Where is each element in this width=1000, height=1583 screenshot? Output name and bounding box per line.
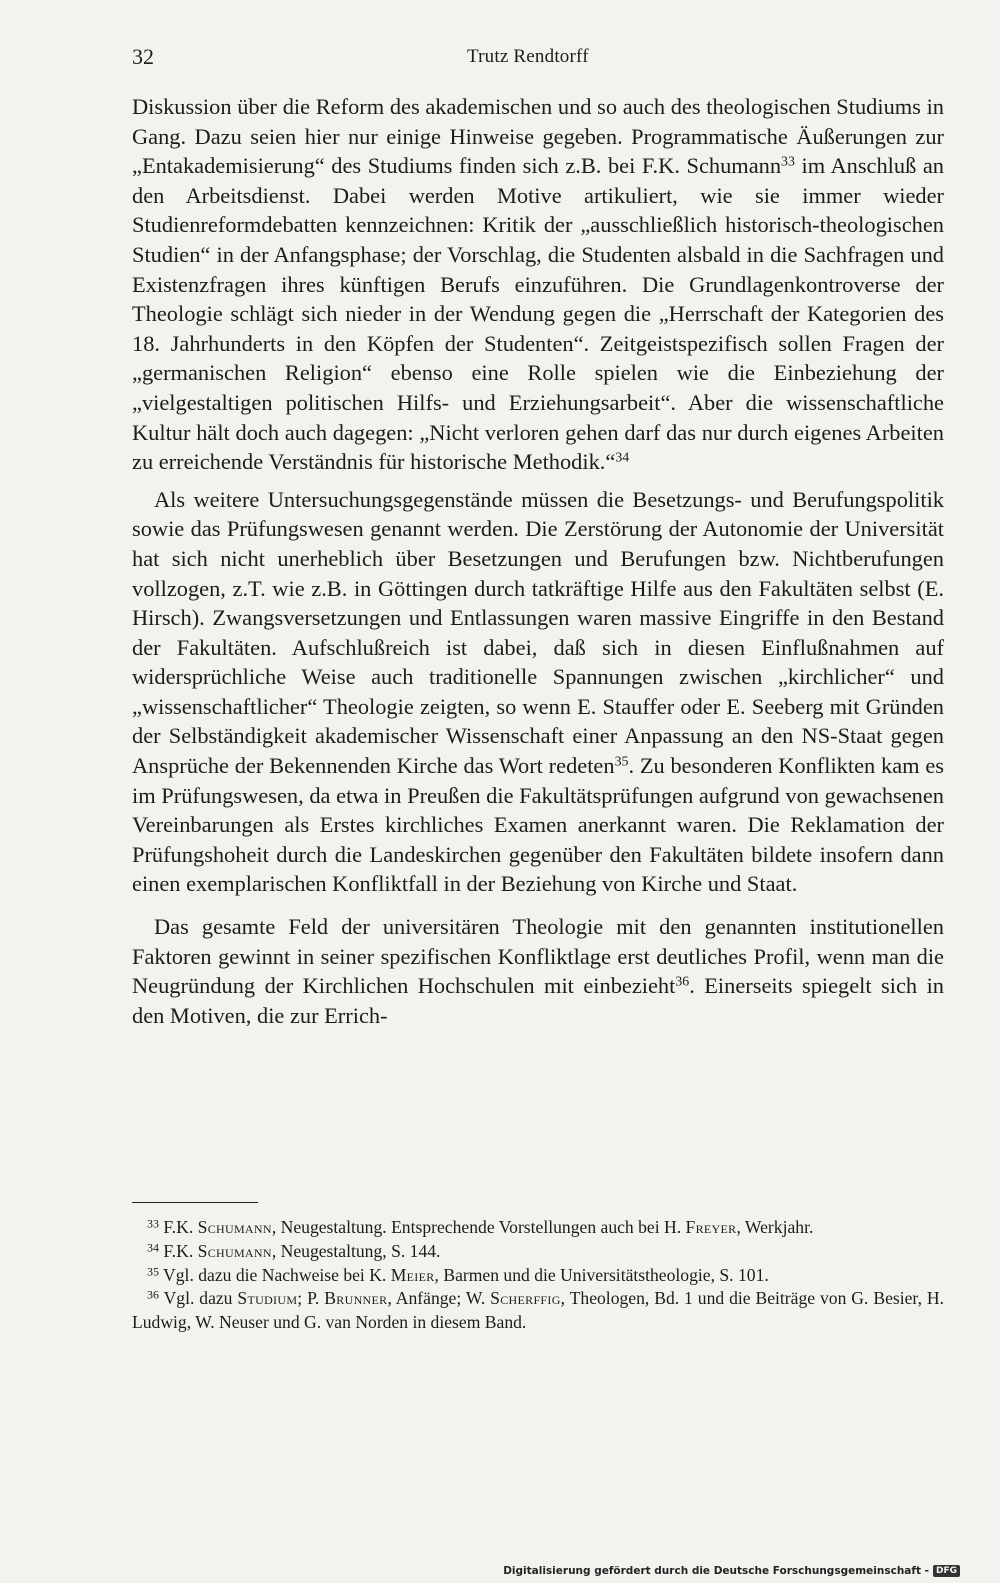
footnote-ref-35[interactable]: 35	[614, 754, 629, 770]
footnote-text: F.K.	[163, 1217, 198, 1237]
footnote-text: , Werkjahr.	[736, 1217, 814, 1237]
page-number: 32	[132, 44, 154, 69]
footnotes	[132, 1216, 944, 1335]
dfg-logo-icon: DFG	[933, 1565, 960, 1577]
footnote-text: F.K.	[163, 1240, 198, 1261]
footnote-ref-34[interactable]: 34	[615, 450, 630, 466]
paragraph-text: Diskussion über die Reform des akademischen und so auch des theologischen Studiums in Gang. Dazu seien hier nur einige Hinweise gegeben. Programmatische Äußerungen zur „Entakademisierung“ des Studiums finden sich z.B. bei F.K. Schumann	[132, 94, 944, 179]
author-name: Scherffig	[490, 1288, 561, 1309]
paragraph-text: . Zu besonderen Konflikten kam es im Prüfungswesen, da etwa in Preußen die Fakultätsprüfungen aufgrund von gewachsenen Vereinbarungen als Erstes kirchliches Examen anerkannt waren. Die Reklamation der Prüfungshoheit durch die Landeskirchen gegenüber den Fakultäten bildete insofern dann einen exemplarischen Konfliktfall in der Beziehung von Kirche und Staat.	[132, 753, 944, 897]
footnote-number: 33	[147, 1216, 159, 1231]
footnote-number: 35	[147, 1264, 159, 1279]
paragraph-1	[132, 92, 944, 477]
footnote-text: Vgl. dazu	[163, 1288, 238, 1309]
footnote-divider	[132, 1202, 258, 1203]
paragraph-text: Als weitere Untersuchungsgegenstände müssen die Besetzungs- und Berufungspolitik sowie das Prüfungswesen genannt werden. Die Zerstörung der Autonomie der Universität hat sich nicht unerheblich über Besetzungen und Berufungen bzw. Nichtberufungen vollzogen, z.T. wie z.B. in Göttingen durch tatkräftige Hilfe aus den Fakultäten selbst (E. Hirsch). Zwangsversetzungen und Entlassungen waren massive Eingriffe in den Bestand der Fakultäten. Aufschlußreich ist dabei, daß sich in diesen Einflußnahmen auf widersprüchliche Weise auch traditionelle Spannungen zwischen „kirchlicher“ und „wissenschaftlicher“ Theologie zeigten, so wenn E. Stauffer oder E. Seeberg mit Gründen der Selbständigkeit akademischer Wissenschaft einer Anpassung an den NS-Staat gegen Ansprüche der Bekennenden Kirche das Wort redeten	[132, 486, 944, 779]
footnote-text: Vgl. dazu die Nachweise bei K.	[163, 1264, 391, 1285]
footnote-35	[132, 1264, 944, 1288]
paragraph-text: Das gesamte Feld der universitären Theologie mit den genannten institutionellen Faktoren gewinnt in seiner spezifischen Konfliktlage erst deutliches Profil, wenn man die Neugründung der Kirchlichen Hochschulen mit einbezieht	[132, 914, 944, 999]
author-name: Brunner	[324, 1288, 388, 1309]
source-title: Studium	[237, 1288, 298, 1309]
footnote-33	[132, 1216, 944, 1240]
author-name: Schumann	[197, 1217, 272, 1237]
footnote-text: , Theologen, Bd. 1 und die Beiträge von G. Besier, H. Ludwig, W. Neuser und G. van Norden in diesem Band.	[132, 1288, 944, 1333]
digitization-credit	[503, 1565, 960, 1577]
paragraph-3	[132, 912, 944, 1030]
footnote-text: , Barmen und die Universitätstheologie, S. 101.	[434, 1264, 769, 1285]
paragraph-text: . Einerseits spiegelt sich in den Motiven, die zur Errich-	[132, 973, 944, 1028]
paragraph-text: im Anschluß an den Arbeitsdienst. Dabei werden Motive artikuliert, wie sie immer wieder Studienreformdebatten kennzeichnen: Kritik der „ausschließlich historisch-theologischen Studien“ in der Anfangsphase; der Vorschlag, die Studenten alsbald in die Sachfragen und Existenzfragen ihres künftigen Berufs einzuführen. Die Grundlagenkontroverse der Theologie schlägt sich nieder in der Wendung gegen die „Herrschaft der Kategorien des 18. Jahrhunderts in den Köpfen der Studenten“. Zeitgeistspezifisch sollen Fragen der „germanischen Religion“ ebenso eine Rolle spielen wie die Einbeziehung der „vielgestaltigen politischen Hilfs- und Erziehungsarbeit“. Aber die wissenschaftliche Kultur hält doch auch dagegen: „Nicht verloren gehen darf das nur durch eigenes Arbeiten zu erreichende Verständnis für historische Methodik.“	[132, 153, 944, 475]
footnote-number: 36	[147, 1288, 159, 1303]
author-name: Meier	[390, 1264, 435, 1285]
body-text	[132, 92, 944, 1030]
running-head: Trutz Rendtorff	[467, 46, 589, 67]
footnote-34	[132, 1240, 944, 1264]
footnote-text: ; P.	[297, 1288, 325, 1309]
author-name: Freyer	[685, 1217, 737, 1237]
author-name: Schumann	[197, 1240, 272, 1261]
footnote-number: 34	[147, 1240, 159, 1255]
footnote-text: , Neugestaltung. Entsprechende Vorstellungen auch bei H.	[271, 1217, 686, 1237]
credit-text: Digitalisierung gefördert durch die Deutsche Forschungsgemeinschaft -	[503, 1565, 929, 1577]
footnote-36	[132, 1287, 944, 1335]
paragraph-2	[132, 485, 944, 899]
footnote-ref-36[interactable]: 36	[675, 974, 690, 990]
footnote-text: , Neugestaltung, S. 144.	[271, 1240, 441, 1261]
footnote-ref-33[interactable]: 33	[781, 154, 795, 170]
footnote-text: , Anfänge; W.	[387, 1288, 491, 1309]
